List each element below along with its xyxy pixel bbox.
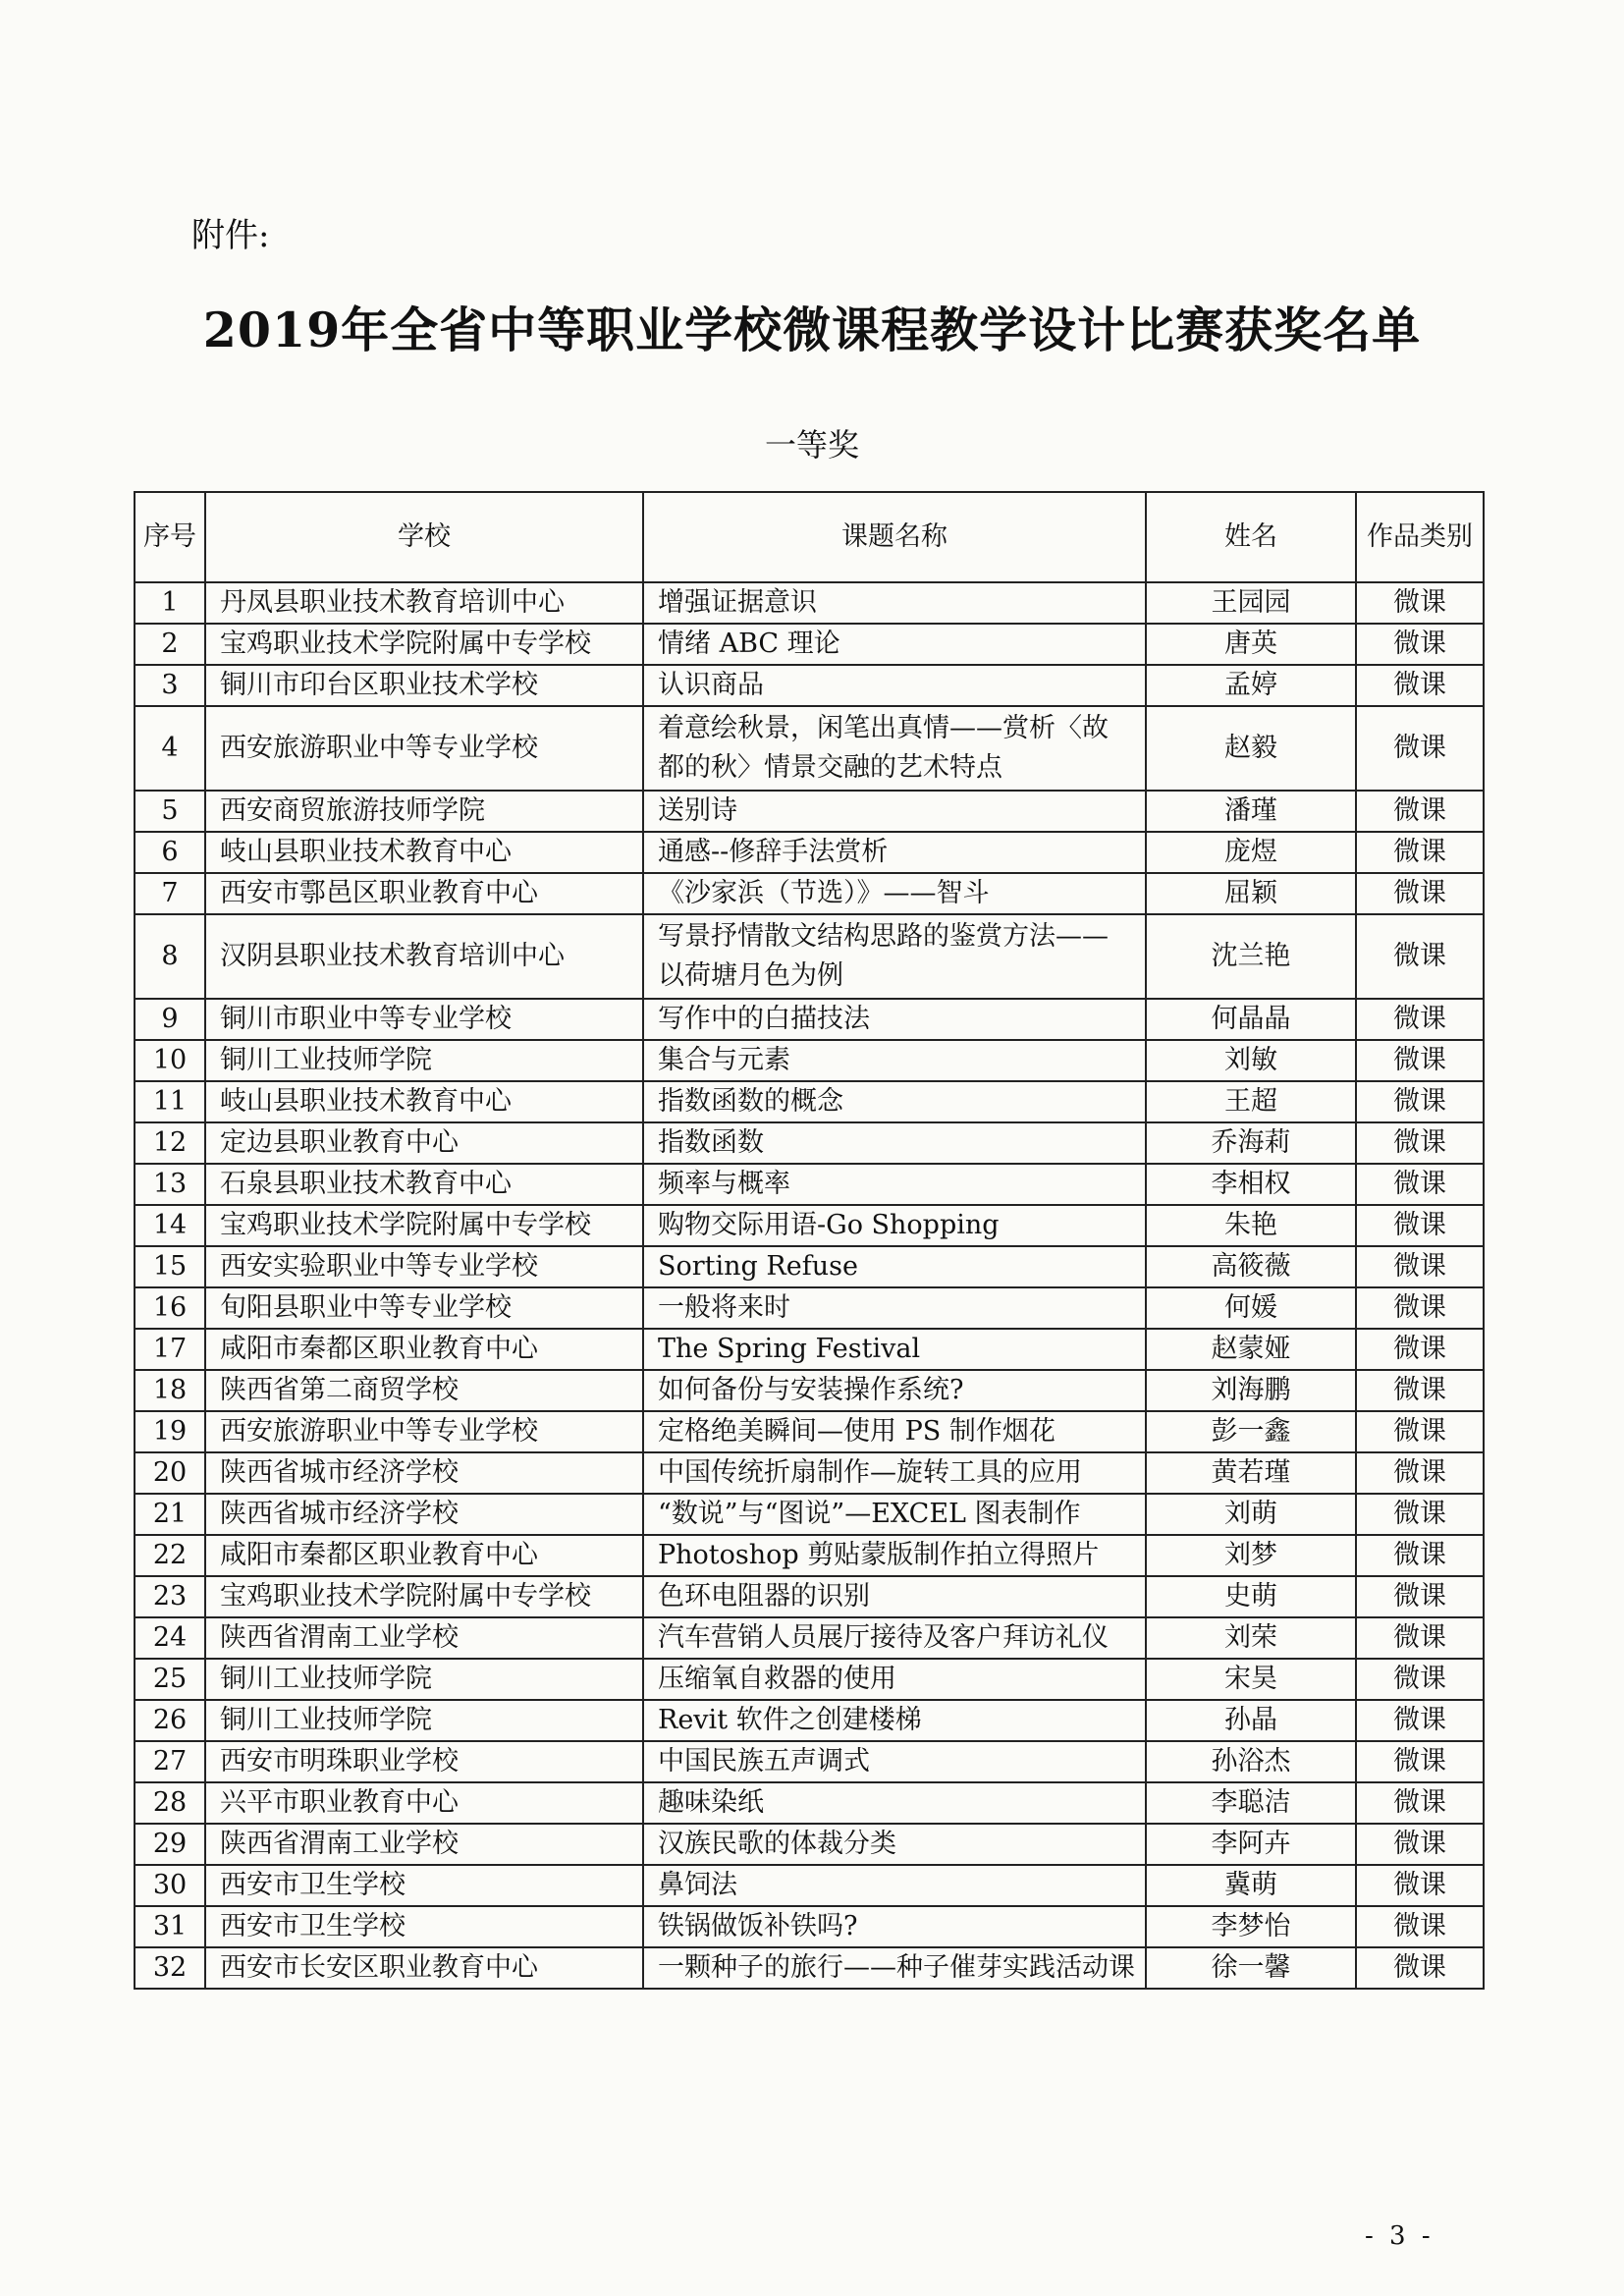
cell-topic: 如何备份与安装操作系统? [643, 1370, 1146, 1411]
cell-topic: 中国传统折扇制作—旋转工具的应用 [643, 1452, 1146, 1494]
cell-category: 微课 [1356, 1164, 1484, 1205]
cell-school: 铜川工业技师学院 [205, 1700, 643, 1741]
table-row [135, 1617, 1484, 1659]
cell-category: 微课 [1356, 1782, 1484, 1824]
table-row [135, 1287, 1484, 1329]
cell-school: 西安旅游职业中等专业学校 [205, 706, 643, 791]
cell-topic: 鼻饲法 [643, 1865, 1146, 1906]
cell-school: 陕西省渭南工业学校 [205, 1824, 643, 1865]
cell-num: 4 [135, 706, 205, 791]
cell-name: 何晶晶 [1146, 999, 1356, 1040]
cell-topic: Revit 软件之创建楼梯 [643, 1700, 1146, 1741]
table-row [135, 1205, 1484, 1246]
cell-school: 陕西省城市经济学校 [205, 1452, 643, 1494]
cell-name: 刘梦 [1146, 1535, 1356, 1576]
cell-category: 微课 [1356, 1081, 1484, 1122]
cell-num: 23 [135, 1576, 205, 1617]
cell-category: 微课 [1356, 706, 1484, 791]
header-name: 姓名 [1146, 492, 1356, 582]
cell-school: 铜川市职业中等专业学校 [205, 999, 643, 1040]
cell-category: 微课 [1356, 665, 1484, 706]
cell-num: 10 [135, 1040, 205, 1081]
cell-name: 李相权 [1146, 1164, 1356, 1205]
cell-num: 19 [135, 1411, 205, 1452]
cell-category: 微课 [1356, 1700, 1484, 1741]
cell-topic: “数说”与“图说”—EXCEL 图表制作 [643, 1494, 1146, 1535]
cell-school: 西安商贸旅游技师学院 [205, 791, 643, 832]
cell-school: 定边县职业教育中心 [205, 1122, 643, 1164]
cell-category: 微课 [1356, 1576, 1484, 1617]
table-row [135, 791, 1484, 832]
cell-topic: 汽车营销人员展厅接待及客户拜访礼仪 [643, 1617, 1146, 1659]
cell-category: 微课 [1356, 873, 1484, 914]
cell-num: 7 [135, 873, 205, 914]
cell-topic: 增强证据意识 [643, 582, 1146, 624]
cell-category: 微课 [1356, 1617, 1484, 1659]
cell-category: 微课 [1356, 1865, 1484, 1906]
cell-name: 李阿卉 [1146, 1824, 1356, 1865]
cell-topic: 《沙家浜（节选）》——智斗 [643, 873, 1146, 914]
cell-name: 刘萌 [1146, 1494, 1356, 1535]
cell-topic: 指数函数的概念 [643, 1081, 1146, 1122]
cell-topic: 认识商品 [643, 665, 1146, 706]
cell-topic: 通感--修辞手法赏析 [643, 832, 1146, 873]
table-row [135, 1824, 1484, 1865]
cell-name: 史萌 [1146, 1576, 1356, 1617]
cell-name: 冀萌 [1146, 1865, 1356, 1906]
document-title: 2019年全省中等职业学校微课程教学设计比赛获奖名单 [202, 301, 1422, 358]
cell-school: 西安市卫生学校 [205, 1906, 643, 1947]
cell-school: 宝鸡职业技术学院附属中专学校 [205, 624, 643, 665]
cell-name: 乔海莉 [1146, 1122, 1356, 1164]
cell-num: 3 [135, 665, 205, 706]
cell-topic: 汉族民歌的体裁分类 [643, 1824, 1146, 1865]
cell-category: 微课 [1356, 1370, 1484, 1411]
cell-num: 12 [135, 1122, 205, 1164]
cell-name: 黄若瑾 [1146, 1452, 1356, 1494]
cell-topic: Sorting Refuse [643, 1246, 1146, 1287]
table-row [135, 1700, 1484, 1741]
cell-num: 26 [135, 1700, 205, 1741]
cell-name: 李梦怡 [1146, 1906, 1356, 1947]
table-header-row [135, 492, 1484, 582]
table-row [135, 1865, 1484, 1906]
cell-school: 西安市鄠邑区职业教育中心 [205, 873, 643, 914]
cell-name: 潘瑾 [1146, 791, 1356, 832]
cell-name: 徐一馨 [1146, 1947, 1356, 1989]
cell-num: 5 [135, 791, 205, 832]
table-row [135, 1370, 1484, 1411]
cell-topic: 压缩氧自救器的使用 [643, 1659, 1146, 1700]
cell-school: 旬阳县职业中等专业学校 [205, 1287, 643, 1329]
cell-school: 石泉县职业技术教育中心 [205, 1164, 643, 1205]
cell-category: 微课 [1356, 1122, 1484, 1164]
cell-category: 微课 [1356, 1287, 1484, 1329]
attachment-label: 附件: [191, 216, 270, 255]
table-row [135, 706, 1484, 791]
table-row [135, 999, 1484, 1040]
table-row [135, 624, 1484, 665]
cell-school: 岐山县职业技术教育中心 [205, 832, 643, 873]
cell-num: 9 [135, 999, 205, 1040]
table-row [135, 582, 1484, 624]
cell-school: 西安市明珠职业学校 [205, 1741, 643, 1782]
cell-topic: 购物交际用语-Go Shopping [643, 1205, 1146, 1246]
cell-topic: 集合与元素 [643, 1040, 1146, 1081]
cell-topic: 色环电阻器的识别 [643, 1576, 1146, 1617]
cell-num: 11 [135, 1081, 205, 1122]
cell-num: 13 [135, 1164, 205, 1205]
table-row [135, 1741, 1484, 1782]
cell-category: 微课 [1356, 832, 1484, 873]
cell-name: 孟婷 [1146, 665, 1356, 706]
cell-topic: 送别诗 [643, 791, 1146, 832]
cell-num: 22 [135, 1535, 205, 1576]
cell-topic: Photoshop 剪贴蒙版制作拍立得照片 [643, 1535, 1146, 1576]
cell-topic: 一颗种子的旅行——种子催芽实践活动课 [643, 1947, 1146, 1989]
cell-num: 20 [135, 1452, 205, 1494]
cell-name: 宋昊 [1146, 1659, 1356, 1700]
page-number: - 3 - [1365, 2221, 1435, 2251]
table-row [135, 914, 1484, 999]
cell-category: 微课 [1356, 791, 1484, 832]
cell-name: 刘敏 [1146, 1040, 1356, 1081]
cell-category: 微课 [1356, 1452, 1484, 1494]
table-row [135, 1246, 1484, 1287]
cell-topic: 趣味染纸 [643, 1782, 1146, 1824]
cell-category: 微课 [1356, 624, 1484, 665]
cell-category: 微课 [1356, 1741, 1484, 1782]
table-row [135, 1452, 1484, 1494]
cell-category: 微课 [1356, 1205, 1484, 1246]
cell-topic: 铁锅做饭补铁吗? [643, 1906, 1146, 1947]
cell-num: 1 [135, 582, 205, 624]
cell-name: 庞煜 [1146, 832, 1356, 873]
header-num: 序号 [135, 492, 205, 582]
cell-topic: 频率与概率 [643, 1164, 1146, 1205]
cell-school: 陕西省城市经济学校 [205, 1494, 643, 1535]
cell-category: 微课 [1356, 1246, 1484, 1287]
cell-school: 咸阳市秦都区职业教育中心 [205, 1535, 643, 1576]
cell-school: 陕西省第二商贸学校 [205, 1370, 643, 1411]
cell-topic: 一般将来时 [643, 1287, 1146, 1329]
cell-name: 唐英 [1146, 624, 1356, 665]
cell-name: 孙晶 [1146, 1700, 1356, 1741]
cell-topic: 着意绘秋景，闲笔出真情——赏析〈故都的秋〉情景交融的艺术特点 [643, 706, 1146, 791]
cell-name: 王超 [1146, 1081, 1356, 1122]
cell-name: 高筱薇 [1146, 1246, 1356, 1287]
cell-category: 微课 [1356, 1411, 1484, 1452]
table-row [135, 1329, 1484, 1370]
cell-category: 微课 [1356, 1040, 1484, 1081]
cell-num: 21 [135, 1494, 205, 1535]
cell-topic: 定格绝美瞬间—使用 PS 制作烟花 [643, 1411, 1146, 1452]
cell-name: 何媛 [1146, 1287, 1356, 1329]
table-row [135, 1164, 1484, 1205]
cell-name: 刘荣 [1146, 1617, 1356, 1659]
cell-school: 西安市长安区职业教育中心 [205, 1947, 643, 1989]
table-row [135, 1782, 1484, 1824]
cell-school: 兴平市职业教育中心 [205, 1782, 643, 1824]
cell-num: 15 [135, 1246, 205, 1287]
cell-num: 30 [135, 1865, 205, 1906]
table-row [135, 832, 1484, 873]
cell-category: 微课 [1356, 914, 1484, 999]
cell-topic: 情绪 ABC 理论 [643, 624, 1146, 665]
cell-school: 铜川工业技师学院 [205, 1659, 643, 1700]
cell-school: 宝鸡职业技术学院附属中专学校 [205, 1205, 643, 1246]
cell-num: 18 [135, 1370, 205, 1411]
table-row [135, 1535, 1484, 1576]
section-title: 一等奖 [764, 426, 859, 464]
header-school: 学校 [205, 492, 643, 582]
cell-school: 西安实验职业中等专业学校 [205, 1246, 643, 1287]
table-row [135, 1122, 1484, 1164]
cell-num: 27 [135, 1741, 205, 1782]
table-row [135, 1411, 1484, 1452]
table-row [135, 1906, 1484, 1947]
cell-topic: The Spring Festival [643, 1329, 1146, 1370]
cell-school: 宝鸡职业技术学院附属中专学校 [205, 1576, 643, 1617]
cell-school: 铜川工业技师学院 [205, 1040, 643, 1081]
table-row [135, 1576, 1484, 1617]
cell-name: 刘海鹏 [1146, 1370, 1356, 1411]
header-topic: 课题名称 [643, 492, 1146, 582]
table-row [135, 1040, 1484, 1081]
cell-topic: 指数函数 [643, 1122, 1146, 1164]
cell-num: 8 [135, 914, 205, 999]
cell-school: 咸阳市秦都区职业教育中心 [205, 1329, 643, 1370]
table-row [135, 1081, 1484, 1122]
table-row [135, 1659, 1484, 1700]
cell-school: 西安旅游职业中等专业学校 [205, 1411, 643, 1452]
cell-name: 屈颖 [1146, 873, 1356, 914]
awards-table [134, 491, 1485, 1990]
cell-category: 微课 [1356, 1329, 1484, 1370]
cell-num: 25 [135, 1659, 205, 1700]
cell-name: 沈兰艳 [1146, 914, 1356, 999]
cell-category: 微课 [1356, 1906, 1484, 1947]
cell-num: 16 [135, 1287, 205, 1329]
cell-school: 西安市卫生学校 [205, 1865, 643, 1906]
cell-num: 32 [135, 1947, 205, 1989]
header-category: 作品类别 [1356, 492, 1484, 582]
cell-category: 微课 [1356, 582, 1484, 624]
cell-category: 微课 [1356, 1659, 1484, 1700]
table-row [135, 873, 1484, 914]
cell-num: 2 [135, 624, 205, 665]
cell-name: 李聪洁 [1146, 1782, 1356, 1824]
cell-school: 岐山县职业技术教育中心 [205, 1081, 643, 1122]
cell-num: 17 [135, 1329, 205, 1370]
cell-school: 汉阴县职业技术教育培训中心 [205, 914, 643, 999]
cell-school: 陕西省渭南工业学校 [205, 1617, 643, 1659]
cell-num: 31 [135, 1906, 205, 1947]
cell-num: 28 [135, 1782, 205, 1824]
table-row [135, 1947, 1484, 1989]
cell-num: 14 [135, 1205, 205, 1246]
cell-name: 赵蒙娅 [1146, 1329, 1356, 1370]
cell-category: 微课 [1356, 999, 1484, 1040]
cell-name: 孙浴杰 [1146, 1741, 1356, 1782]
cell-name: 赵毅 [1146, 706, 1356, 791]
cell-name: 王园园 [1146, 582, 1356, 624]
cell-category: 微课 [1356, 1535, 1484, 1576]
cell-num: 24 [135, 1617, 205, 1659]
cell-topic: 写作中的白描技法 [643, 999, 1146, 1040]
cell-topic: 中国民族五声调式 [643, 1741, 1146, 1782]
cell-school: 丹凤县职业技术教育培训中心 [205, 582, 643, 624]
cell-category: 微课 [1356, 1824, 1484, 1865]
cell-num: 29 [135, 1824, 205, 1865]
cell-name: 朱艳 [1146, 1205, 1356, 1246]
table-row [135, 1494, 1484, 1535]
cell-category: 微课 [1356, 1947, 1484, 1989]
cell-category: 微课 [1356, 1494, 1484, 1535]
cell-topic: 写景抒情散文结构思路的鉴赏方法——以荷塘月色为例 [643, 914, 1146, 999]
cell-name: 彭一鑫 [1146, 1411, 1356, 1452]
table-row [135, 665, 1484, 706]
cell-num: 6 [135, 832, 205, 873]
cell-school: 铜川市印台区职业技术学校 [205, 665, 643, 706]
